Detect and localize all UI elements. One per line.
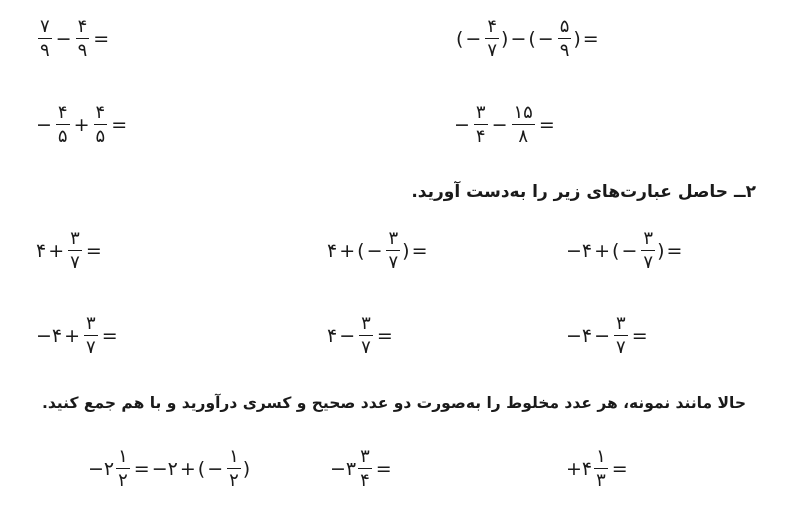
numerator: ۱ bbox=[118, 446, 128, 467]
right-paren: ) bbox=[573, 27, 581, 50]
denominator: ۷ bbox=[643, 252, 654, 273]
fraction bbox=[485, 18, 499, 60]
right-paren: ) bbox=[501, 27, 509, 50]
plus-sign: + bbox=[179, 457, 196, 480]
denominator: ۹ bbox=[559, 40, 570, 61]
fraction bbox=[558, 18, 572, 60]
equals-sign: = bbox=[411, 239, 428, 262]
denominator: ۹ bbox=[40, 40, 50, 61]
numerator: ۴ bbox=[95, 102, 106, 123]
fraction bbox=[512, 104, 535, 146]
negative-sign: − bbox=[537, 27, 554, 50]
fraction bbox=[84, 315, 98, 357]
equals-sign: = bbox=[666, 239, 683, 262]
whole-number: −۴ bbox=[566, 239, 593, 262]
left-paren: ( bbox=[528, 27, 536, 50]
fraction bbox=[56, 104, 70, 146]
whole-number: −۳ bbox=[330, 457, 357, 480]
negative-sign: − bbox=[366, 239, 383, 262]
fraction bbox=[359, 315, 373, 357]
denominator: ۷ bbox=[70, 252, 80, 273]
plus-sign: + bbox=[48, 239, 65, 262]
equals-sign: = bbox=[93, 27, 110, 50]
denominator: ۷ bbox=[86, 337, 96, 358]
whole-number: ۴ bbox=[36, 239, 47, 262]
denominator: ۴ bbox=[360, 470, 370, 491]
negative-sign: − bbox=[36, 113, 52, 136]
numerator: ۷ bbox=[40, 16, 50, 37]
negative-sign: − bbox=[454, 113, 470, 136]
denominator: ۷ bbox=[487, 40, 498, 61]
whole-number: −۲ bbox=[151, 457, 178, 480]
numerator: ۳ bbox=[388, 228, 399, 249]
fraction bbox=[614, 315, 628, 357]
expression-neg4-plus-neg-3-7 bbox=[566, 230, 684, 272]
numerator: ۵ bbox=[559, 16, 570, 37]
right-paren: ) bbox=[242, 457, 251, 480]
expression-neg4-minus-3-7 bbox=[566, 315, 650, 357]
negative-sign: − bbox=[207, 457, 224, 480]
left-paren: ( bbox=[456, 27, 464, 50]
fraction bbox=[358, 448, 372, 490]
numerator: ۳ bbox=[361, 313, 371, 334]
fraction bbox=[641, 230, 655, 272]
denominator: ۴ bbox=[475, 126, 486, 147]
numerator: ۴ bbox=[487, 16, 498, 37]
equals-sign: = bbox=[375, 457, 392, 480]
numerator: ۴ bbox=[57, 102, 68, 123]
fraction bbox=[38, 18, 52, 60]
fraction bbox=[227, 448, 241, 490]
minus-sign: − bbox=[594, 324, 611, 347]
expression-7-9-minus-4-9 bbox=[36, 18, 111, 60]
fraction bbox=[94, 104, 108, 146]
denominator: ۵ bbox=[57, 126, 68, 147]
denominator: ۲ bbox=[118, 470, 128, 491]
left-paren: ( bbox=[612, 239, 620, 262]
equals-sign: = bbox=[85, 239, 102, 262]
numerator: ۱ bbox=[229, 446, 239, 467]
equals-sign: = bbox=[538, 113, 555, 136]
whole-number: −۴ bbox=[36, 324, 63, 347]
numerator: ۳ bbox=[616, 313, 626, 334]
equals-sign: = bbox=[631, 324, 648, 347]
plus-sign: + bbox=[594, 239, 611, 262]
section-2-heading: ۲ــ حاصل عبارت‌های زیر را به‌دست آورید. bbox=[411, 182, 756, 202]
equals-sign: = bbox=[101, 324, 118, 347]
example-mixed-neg2-1-2 bbox=[88, 448, 250, 490]
numerator: ۱ bbox=[596, 446, 606, 467]
left-paren: ( bbox=[357, 239, 365, 262]
expression-neg4-plus-3-7 bbox=[36, 315, 120, 357]
expression-4-minus-3-7 bbox=[327, 315, 395, 357]
equals-sign: = bbox=[133, 457, 150, 480]
equals-sign: = bbox=[376, 324, 393, 347]
expression-4-plus-neg-3-7 bbox=[327, 230, 430, 272]
denominator: ۷ bbox=[616, 337, 626, 358]
numerator: ۴ bbox=[77, 16, 88, 37]
mixed-number-pos4-1-3 bbox=[566, 448, 630, 490]
equals-sign: = bbox=[111, 113, 128, 136]
expression-neg-3-4-minus-15-8 bbox=[452, 104, 557, 146]
whole-number: +۴ bbox=[566, 457, 593, 480]
fraction bbox=[474, 104, 488, 146]
numerator: ۳ bbox=[643, 228, 654, 249]
whole-number: ۴ bbox=[327, 324, 338, 347]
denominator: ۳ bbox=[596, 470, 606, 491]
right-paren: ) bbox=[402, 239, 410, 262]
denominator: ۷ bbox=[361, 337, 371, 358]
denominator: ۵ bbox=[95, 126, 106, 147]
fraction bbox=[386, 230, 400, 272]
plus-sign: + bbox=[73, 113, 90, 136]
expression-4-plus-3-7 bbox=[36, 230, 104, 272]
whole-number: ۴ bbox=[327, 239, 338, 262]
equals-sign: = bbox=[582, 27, 599, 50]
denominator: ۲ bbox=[229, 470, 239, 491]
expression-neg-4-7-minus-neg-5-9 bbox=[456, 18, 601, 60]
numerator: ۳ bbox=[475, 102, 486, 123]
whole-number: −۲ bbox=[88, 457, 115, 480]
minus-sign: − bbox=[55, 27, 72, 50]
section-3-instruction: حالا مانند نمونه، هر عدد مخلوط را به‌صورت دو عدد صحیح و کسری درآورید و با هم جمع کنید. bbox=[41, 394, 746, 412]
numerator: ۳ bbox=[70, 228, 80, 249]
right-paren: ) bbox=[657, 239, 665, 262]
minus-sign: − bbox=[491, 113, 508, 136]
equals-sign: = bbox=[611, 457, 628, 480]
mixed-number-neg3-3-4 bbox=[330, 448, 394, 490]
numerator: ۳ bbox=[86, 313, 96, 334]
whole-number: −۴ bbox=[566, 324, 593, 347]
numerator: ۳ bbox=[360, 446, 370, 467]
expression-neg-4-5-plus-4-5 bbox=[34, 104, 129, 146]
numerator: ۱۵ bbox=[513, 102, 533, 123]
negative-sign: − bbox=[465, 27, 482, 50]
fraction bbox=[68, 230, 82, 272]
left-paren: ( bbox=[197, 457, 206, 480]
fraction bbox=[76, 18, 90, 60]
fraction bbox=[594, 448, 608, 490]
minus-sign: − bbox=[339, 324, 356, 347]
plus-sign: + bbox=[339, 239, 356, 262]
plus-sign: + bbox=[64, 324, 81, 347]
negative-sign: − bbox=[621, 239, 638, 262]
denominator: ۹ bbox=[77, 40, 88, 61]
minus-sign: − bbox=[510, 27, 527, 50]
denominator: ۷ bbox=[388, 252, 399, 273]
denominator: ۸ bbox=[518, 126, 529, 147]
fraction bbox=[116, 448, 130, 490]
